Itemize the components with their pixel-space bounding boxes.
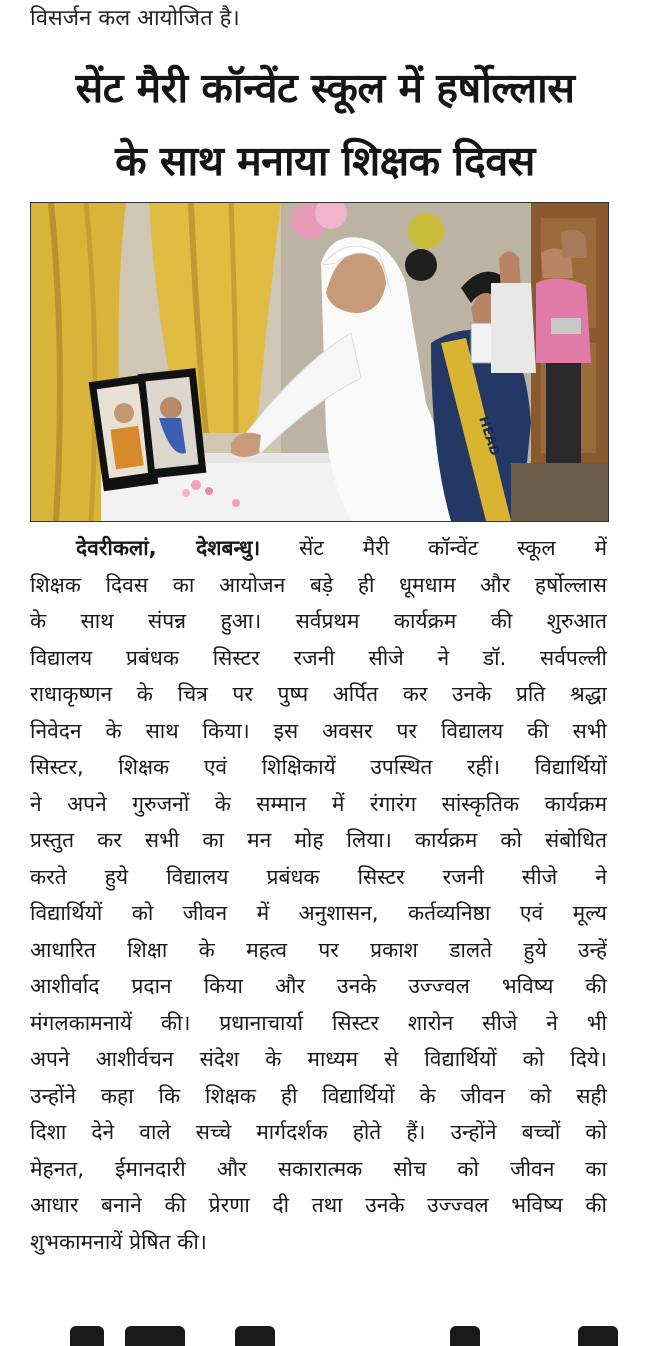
article-body	[30, 530, 607, 1260]
article-line: आधारित शिक्षा के महत्व पर प्रकाश डालते हुये उन्हें	[30, 937, 607, 962]
headline	[20, 52, 630, 198]
article-line: सिस्टर, शिक्षक एवं शिक्षिकायें उपस्थित रहीं। विद्यार्थियों	[30, 755, 607, 779]
article-line: निवेदन के साथ किया। इस अवसर पर विद्यालय की सभी	[30, 718, 607, 743]
article-line: ने अपने गुरुजनों के सम्मान में रंगारंग सांस्कृतिक कार्यक्रम	[30, 791, 607, 816]
article-line: दिशा देने वाले सच्चे मार्गदर्शक होते हैं। उन्होंने बच्चों को	[30, 1120, 607, 1144]
article-line: अपने आशीर्वचन संदेश के माध्यम से विद्यार्थियों को दिये।	[30, 1047, 607, 1071]
article-line: विद्यार्थियों को जीवन में अनुशासन, कर्तव्यनिष्ठा एवं मूल्य	[30, 901, 607, 925]
article-line: के साथ संपन्न हुआ। सर्वप्रथम कार्यक्रम की शुरुआत	[30, 609, 607, 633]
sash-text: HEAD	[475, 414, 503, 458]
article-line-1-text: सेंट मैरी कॉन्वेंट स्कूल में	[260, 536, 607, 560]
headline-line-1: सेंट मैरी कॉन्वेंट स्कूल में हर्षोल्लास	[75, 64, 575, 112]
article-line: आशीर्वाद प्रदान किया और उनके उज्ज्वल भविष्य की	[30, 974, 607, 998]
cutoff-glyph	[235, 1326, 275, 1346]
dateline: देवरीकलां, देशबन्धु।	[76, 536, 261, 560]
previous-article-tail: विसर्जन कल आयोजित है।	[30, 6, 240, 31]
article-line: करते हुये विद्यालय प्रबंधक सिस्टर रजनी सीजे ने	[30, 864, 607, 889]
article-line: राधाकृष्णन के चित्र पर पुष्प अर्पित कर उनके प्रति श्रद्धा	[30, 682, 607, 706]
article-line: विद्यालय प्रबंधक सिस्टर रजनी सीजे ने डॉ. सर्वपल्ली	[30, 645, 607, 670]
article-line: मेहनत, ईमानदारी और सकारात्मक सोच को जीवन का	[30, 1156, 607, 1181]
cutoff-glyph	[578, 1326, 618, 1346]
article-photo	[30, 202, 609, 522]
article-line: प्रस्तुत कर सभी का मन मोह लिया। कार्यक्रम को संबोधित	[30, 828, 607, 852]
article-line: शिक्षक दिवस का आयोजन बड़े ही धूमधाम और हर्षोल्लास	[30, 572, 607, 597]
article-line-1	[30, 530, 607, 567]
cutoff-glyph	[450, 1326, 480, 1346]
next-headline-cutoff	[30, 1316, 630, 1346]
cutoff-glyph	[70, 1326, 104, 1346]
cutoff-glyph	[125, 1326, 185, 1346]
article-line: आधार बनाने की प्रेरणा दी तथा उनके उज्ज्वल भविष्य की	[30, 1193, 607, 1217]
headline-line-2: के साथ मनाया शिक्षक दिवस	[115, 137, 535, 185]
article-line: उन्होंने कहा कि शिक्षक ही विद्यार्थियों के जीवन को सही	[30, 1083, 607, 1108]
article-line: मंगलकामनायें की। प्रधानाचार्या सिस्टर शारोन सीजे ने भी	[30, 1010, 607, 1035]
article-line-last: शुभकामनायें प्रेषित की।	[30, 1229, 207, 1254]
